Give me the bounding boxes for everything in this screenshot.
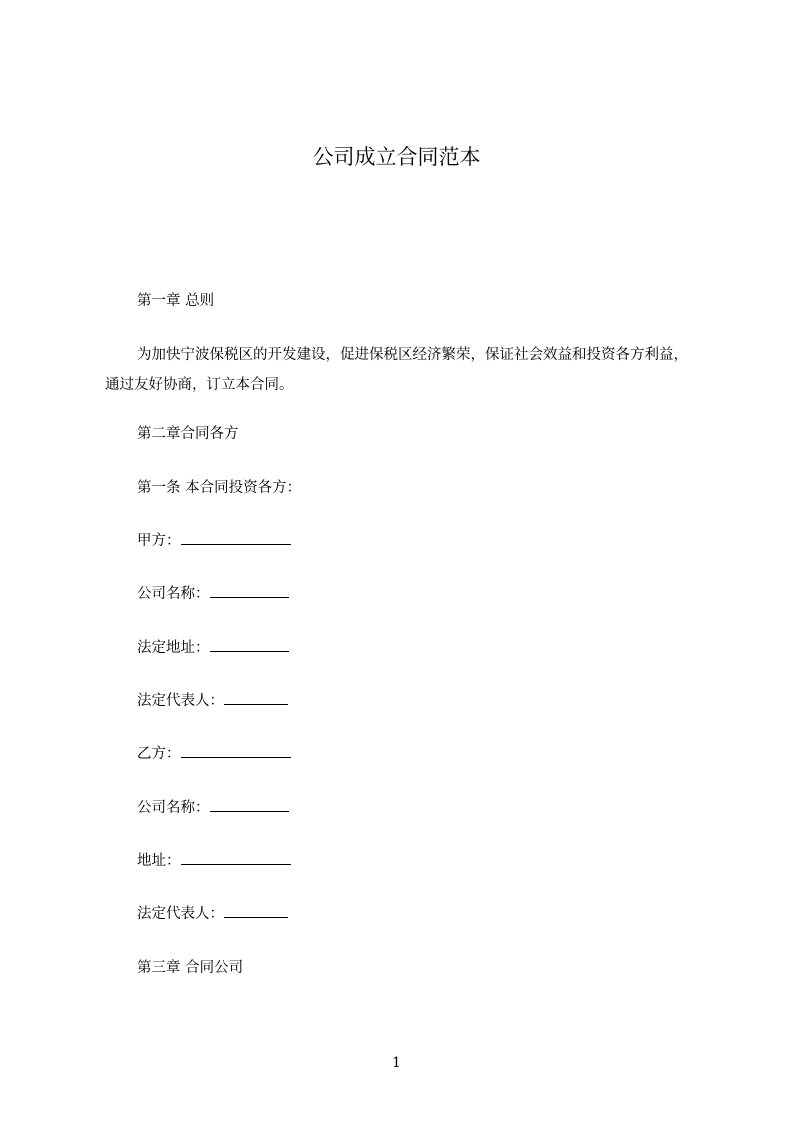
document-title: 公司成立合同范本 — [312, 145, 481, 169]
party-b-legal-rep-line — [137, 903, 288, 925]
party-a-company-name-blank[interactable] — [210, 583, 289, 598]
chapter-1-paragraph: 为加快宁波保税区的开发建设，促进保税区经济繁荣，保证社会效益和投资各方利益，通过友好协商，订立本合同。 — [105, 347, 688, 393]
party-a-legal-rep-line — [137, 690, 288, 712]
party-a-legal-address-line — [137, 637, 289, 659]
party-a-company-name-label: 公司名称： — [137, 586, 210, 602]
party-b-company-name-blank[interactable] — [210, 797, 289, 812]
party-a-legal-address-blank[interactable] — [210, 637, 289, 652]
party-a-label: 甲方： — [137, 533, 181, 549]
chapter-3-heading: 第三章 合同公司 — [137, 960, 244, 976]
party-a-legal-rep-blank[interactable] — [224, 690, 288, 705]
party-b-legal-rep-blank[interactable] — [224, 903, 288, 918]
page-number: 1 — [392, 1055, 401, 1071]
party-b-address-label: 地址： — [137, 853, 181, 869]
party-b-legal-rep-label: 法定代表人： — [137, 906, 224, 922]
party-a-company-name-line — [137, 583, 289, 605]
party-b-address-line — [137, 850, 291, 872]
party-a-line — [137, 530, 291, 552]
party-b-line — [137, 743, 291, 765]
party-b-company-name-line — [137, 797, 289, 819]
article-1: 第一条 本合同投资各方： — [137, 480, 302, 496]
party-b-blank[interactable] — [181, 743, 291, 758]
chapter-1-heading: 第一章 总则 — [137, 293, 215, 309]
party-b-company-name-label: 公司名称： — [137, 800, 210, 816]
party-b-label: 乙方： — [137, 746, 181, 762]
party-a-legal-rep-label: 法定代表人： — [137, 693, 224, 709]
chapter-2-heading: 第二章合同各方 — [137, 426, 239, 442]
party-a-blank[interactable] — [181, 530, 291, 545]
party-a-legal-address-label: 法定地址： — [137, 640, 210, 656]
party-b-address-blank[interactable] — [181, 850, 291, 865]
